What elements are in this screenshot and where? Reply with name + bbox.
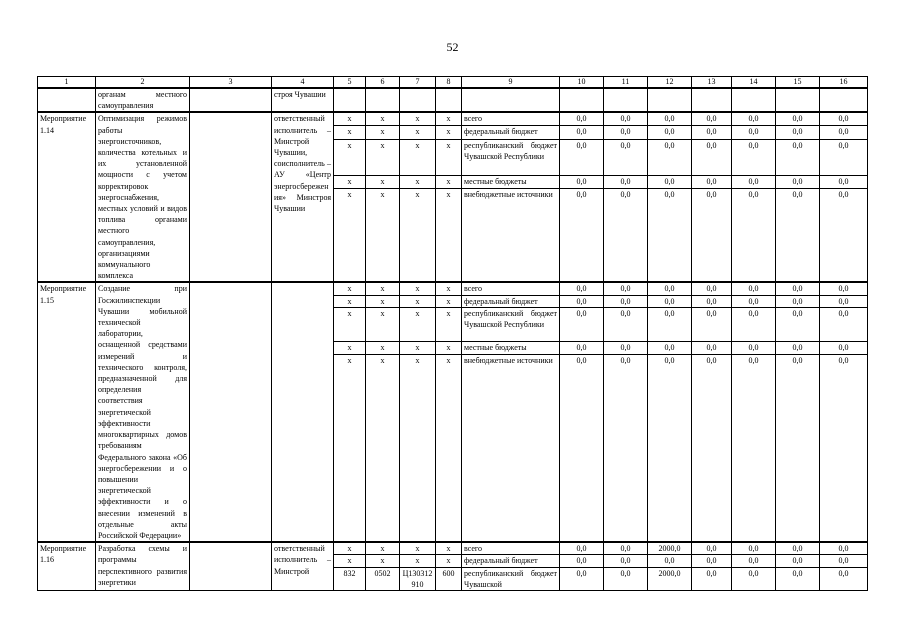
- funding-value: 0,0: [820, 295, 868, 307]
- column-number: 3: [190, 77, 272, 89]
- funding-value: 0,0: [604, 295, 648, 307]
- funding-source: федеральный бюджет: [462, 126, 560, 139]
- funding-value: 0,0: [604, 175, 648, 188]
- funding-value: 0,0: [560, 542, 604, 555]
- funding-value: 0,0: [560, 282, 604, 295]
- funding-value: 0,0: [692, 112, 732, 126]
- funding-value: 0,0: [604, 282, 648, 295]
- budget-code: x: [334, 555, 366, 567]
- empty-cell: [776, 88, 820, 112]
- budget-code: x: [436, 188, 462, 282]
- funding-value: 0,0: [820, 354, 868, 542]
- budget-code: x: [366, 282, 400, 295]
- budget-code: 0502: [366, 567, 400, 590]
- funding-value: 0,0: [820, 139, 868, 175]
- column-number: 14: [732, 77, 776, 89]
- measure-name: Мероприятие 1.15: [38, 282, 96, 542]
- responsible-executor: [272, 282, 334, 542]
- budget-code: x: [334, 308, 366, 342]
- funding-value: 0,0: [604, 342, 648, 354]
- funding-value: 0,0: [732, 282, 776, 295]
- budget-code: x: [400, 139, 436, 175]
- budget-table: [37, 76, 868, 591]
- funding-value: 0,0: [692, 139, 732, 175]
- funding-value: 0,0: [776, 542, 820, 555]
- funding-value: 0,0: [820, 282, 868, 295]
- funding-value: 0,0: [776, 354, 820, 542]
- budget-code: x: [366, 308, 400, 342]
- budget-code: x: [400, 555, 436, 567]
- column-number: 11: [604, 77, 648, 89]
- empty-cell: [692, 88, 732, 112]
- funding-value: 0,0: [648, 308, 692, 342]
- empty-cell: [820, 88, 868, 112]
- funding-value: 0,0: [820, 555, 868, 567]
- table-row: [38, 542, 868, 555]
- responsible-executor: ответственный исполнитель – Минстрой Чувашии, соисполнитель – АУ «Центр энергосбережения» Минстроя Чувашии: [272, 112, 334, 282]
- funding-value: 0,0: [692, 542, 732, 555]
- empty-cell: [732, 88, 776, 112]
- column-number: 1: [38, 77, 96, 89]
- empty-cell: [648, 88, 692, 112]
- funding-source: республиканский бюджет Чувашской: [462, 567, 560, 590]
- funding-value: 0,0: [604, 542, 648, 555]
- measure-description: Оптимизация режимов работы энергоисточников, количества котельных и их установленной мощности с учетом корректировок энергоснабжения, местных условий и видов топлива органами местного самоуправления, организациями коммунального комплекса: [96, 112, 190, 282]
- budget-code: x: [436, 542, 462, 555]
- budget-code: x: [334, 126, 366, 139]
- funding-value: 0,0: [560, 112, 604, 126]
- budget-code: x: [436, 282, 462, 295]
- funding-value: 0,0: [604, 555, 648, 567]
- budget-code: x: [366, 139, 400, 175]
- budget-code: x: [400, 112, 436, 126]
- funding-value: 0,0: [732, 126, 776, 139]
- empty-cell: [334, 88, 366, 112]
- funding-value: 0,0: [560, 139, 604, 175]
- column-number: 13: [692, 77, 732, 89]
- funding-value: 0,0: [776, 126, 820, 139]
- budget-code: x: [436, 139, 462, 175]
- funding-value: 0,0: [648, 342, 692, 354]
- funding-value: 0,0: [776, 139, 820, 175]
- budget-code: x: [400, 542, 436, 555]
- continuation-description: органам местного самоуправления: [96, 88, 190, 112]
- funding-value: 0,0: [776, 175, 820, 188]
- funding-value: 0,0: [776, 567, 820, 590]
- funding-value: 0,0: [776, 282, 820, 295]
- empty-cell: [190, 88, 272, 112]
- budget-code: x: [334, 282, 366, 295]
- funding-value: 0,0: [732, 188, 776, 282]
- empty-cell: [190, 282, 272, 542]
- empty-cell: [400, 88, 436, 112]
- budget-code: x: [334, 295, 366, 307]
- funding-value: 0,0: [648, 295, 692, 307]
- budget-code: x: [436, 354, 462, 542]
- budget-code: x: [366, 126, 400, 139]
- funding-value: 0,0: [560, 295, 604, 307]
- funding-value: 0,0: [820, 567, 868, 590]
- funding-value: 0,0: [560, 342, 604, 354]
- budget-code: x: [436, 308, 462, 342]
- funding-source: внебюджетные источники: [462, 354, 560, 542]
- budget-code: x: [366, 542, 400, 555]
- column-number: 5: [334, 77, 366, 89]
- funding-value: 0,0: [820, 175, 868, 188]
- measure-name: Мероприятие 1.14: [38, 112, 96, 282]
- funding-value: 0,0: [692, 308, 732, 342]
- funding-value: 0,0: [732, 342, 776, 354]
- column-number: 10: [560, 77, 604, 89]
- measure-description: Создание при Госжилинспекции Чувашии мобильной технической лаборатории, оснащенной средствами измерений и технического контроля, предназначенной для определения соответствия энергетической эффективности многоквартирных домов требованиям Федерального закона «Об энергосбережении и о повышении энергетической эффективности и о внесении изменений в отдельные акты Российской Федерации»: [96, 282, 190, 542]
- funding-value: 0,0: [604, 354, 648, 542]
- empty-cell: [190, 542, 272, 590]
- funding-value: 0,0: [604, 126, 648, 139]
- budget-code: x: [436, 295, 462, 307]
- funding-value: 0,0: [732, 308, 776, 342]
- budget-code: x: [436, 342, 462, 354]
- empty-cell: [462, 88, 560, 112]
- funding-value: 0,0: [776, 188, 820, 282]
- funding-value: 2000,0: [648, 542, 692, 555]
- budget-code: x: [400, 295, 436, 307]
- funding-value: 0,0: [820, 308, 868, 342]
- budget-code: 832: [334, 567, 366, 590]
- funding-value: 0,0: [648, 126, 692, 139]
- column-number: 15: [776, 77, 820, 89]
- budget-code: x: [400, 126, 436, 139]
- budget-code: x: [400, 175, 436, 188]
- budget-code: x: [400, 308, 436, 342]
- funding-value: 0,0: [648, 188, 692, 282]
- budget-code: x: [366, 175, 400, 188]
- budget-code: x: [334, 175, 366, 188]
- funding-source: всего: [462, 112, 560, 126]
- funding-value: 0,0: [692, 567, 732, 590]
- column-number: 2: [96, 77, 190, 89]
- budget-code: x: [334, 188, 366, 282]
- budget-code: x: [436, 555, 462, 567]
- funding-source: федеральный бюджет: [462, 295, 560, 307]
- funding-value: 0,0: [692, 282, 732, 295]
- funding-value: 0,0: [692, 555, 732, 567]
- budget-code: x: [366, 295, 400, 307]
- budget-code: x: [400, 342, 436, 354]
- continuation-row: [38, 88, 868, 112]
- funding-value: 0,0: [560, 126, 604, 139]
- funding-source: внебюджетные источники: [462, 188, 560, 282]
- funding-value: 0,0: [732, 295, 776, 307]
- funding-value: 0,0: [820, 126, 868, 139]
- measure-description: Разработка схемы и программы перспективного развития энергетики: [96, 542, 190, 590]
- funding-source: республиканский бюджет Чувашской Республики: [462, 308, 560, 342]
- funding-value: 0,0: [604, 308, 648, 342]
- column-number: 16: [820, 77, 868, 89]
- funding-value: 0,0: [732, 567, 776, 590]
- funding-value: 0,0: [820, 112, 868, 126]
- budget-code: x: [400, 354, 436, 542]
- funding-value: 0,0: [776, 342, 820, 354]
- funding-value: 0,0: [604, 139, 648, 175]
- funding-value: 0,0: [648, 354, 692, 542]
- measure-name: Мероприятие 1.16: [38, 542, 96, 590]
- funding-value: 2000,0: [648, 567, 692, 590]
- column-number: 12: [648, 77, 692, 89]
- funding-value: 0,0: [732, 542, 776, 555]
- funding-value: 0,0: [692, 126, 732, 139]
- funding-value: 0,0: [692, 342, 732, 354]
- responsible-executor: ответственный исполнитель – Минстрой: [272, 542, 334, 590]
- funding-value: 0,0: [648, 139, 692, 175]
- funding-value: 0,0: [560, 175, 604, 188]
- funding-value: 0,0: [776, 295, 820, 307]
- budget-code: x: [366, 188, 400, 282]
- funding-value: 0,0: [820, 542, 868, 555]
- empty-cell: [190, 112, 272, 282]
- funding-value: 0,0: [732, 139, 776, 175]
- continuation-responsible: строя Чувашии: [272, 88, 334, 112]
- funding-value: 0,0: [732, 175, 776, 188]
- funding-value: 0,0: [732, 112, 776, 126]
- funding-value: 0,0: [776, 308, 820, 342]
- column-number: 9: [462, 77, 560, 89]
- budget-code: 600: [436, 567, 462, 590]
- budget-code: x: [366, 342, 400, 354]
- funding-source: всего: [462, 282, 560, 295]
- budget-code: x: [400, 282, 436, 295]
- column-number: 7: [400, 77, 436, 89]
- funding-value: 0,0: [560, 188, 604, 282]
- header-row: [38, 77, 868, 89]
- empty-cell: [436, 88, 462, 112]
- funding-value: 0,0: [732, 354, 776, 542]
- funding-value: 0,0: [604, 188, 648, 282]
- empty-cell: [366, 88, 400, 112]
- funding-value: 0,0: [604, 112, 648, 126]
- funding-value: 0,0: [692, 188, 732, 282]
- funding-value: 0,0: [776, 555, 820, 567]
- funding-value: 0,0: [820, 188, 868, 282]
- budget-code: x: [436, 126, 462, 139]
- budget-code: x: [400, 188, 436, 282]
- funding-value: 0,0: [560, 354, 604, 542]
- budget-code: x: [334, 342, 366, 354]
- column-number: 6: [366, 77, 400, 89]
- funding-source: республиканский бюджет Чувашской Республики: [462, 139, 560, 175]
- budget-code: x: [436, 175, 462, 188]
- column-number: 4: [272, 77, 334, 89]
- budget-code: x: [334, 542, 366, 555]
- funding-source: местные бюджеты: [462, 175, 560, 188]
- funding-value: 0,0: [648, 555, 692, 567]
- budget-code: Ц130312910: [400, 567, 436, 590]
- funding-source: федеральный бюджет: [462, 555, 560, 567]
- funding-value: 0,0: [692, 354, 732, 542]
- funding-value: 0,0: [560, 567, 604, 590]
- budget-code: x: [334, 139, 366, 175]
- page-number: 52: [446, 40, 459, 54]
- empty-cell: [604, 88, 648, 112]
- empty-cell: [560, 88, 604, 112]
- budget-code: x: [436, 112, 462, 126]
- table-row: [38, 282, 868, 295]
- funding-value: 0,0: [692, 295, 732, 307]
- funding-source: всего: [462, 542, 560, 555]
- funding-source: местные бюджеты: [462, 342, 560, 354]
- budget-code: x: [366, 112, 400, 126]
- funding-value: 0,0: [648, 282, 692, 295]
- funding-value: 0,0: [560, 308, 604, 342]
- budget-code: x: [334, 354, 366, 542]
- budget-code: x: [334, 112, 366, 126]
- table-row: [38, 112, 868, 126]
- column-number: 8: [436, 77, 462, 89]
- funding-value: 0,0: [692, 175, 732, 188]
- funding-value: 0,0: [648, 175, 692, 188]
- budget-code: x: [366, 354, 400, 542]
- budget-code: x: [366, 555, 400, 567]
- funding-value: 0,0: [604, 567, 648, 590]
- funding-value: 0,0: [560, 555, 604, 567]
- empty-cell: [38, 88, 96, 112]
- funding-value: 0,0: [820, 342, 868, 354]
- funding-value: 0,0: [648, 112, 692, 126]
- funding-value: 0,0: [776, 112, 820, 126]
- funding-value: 0,0: [732, 555, 776, 567]
